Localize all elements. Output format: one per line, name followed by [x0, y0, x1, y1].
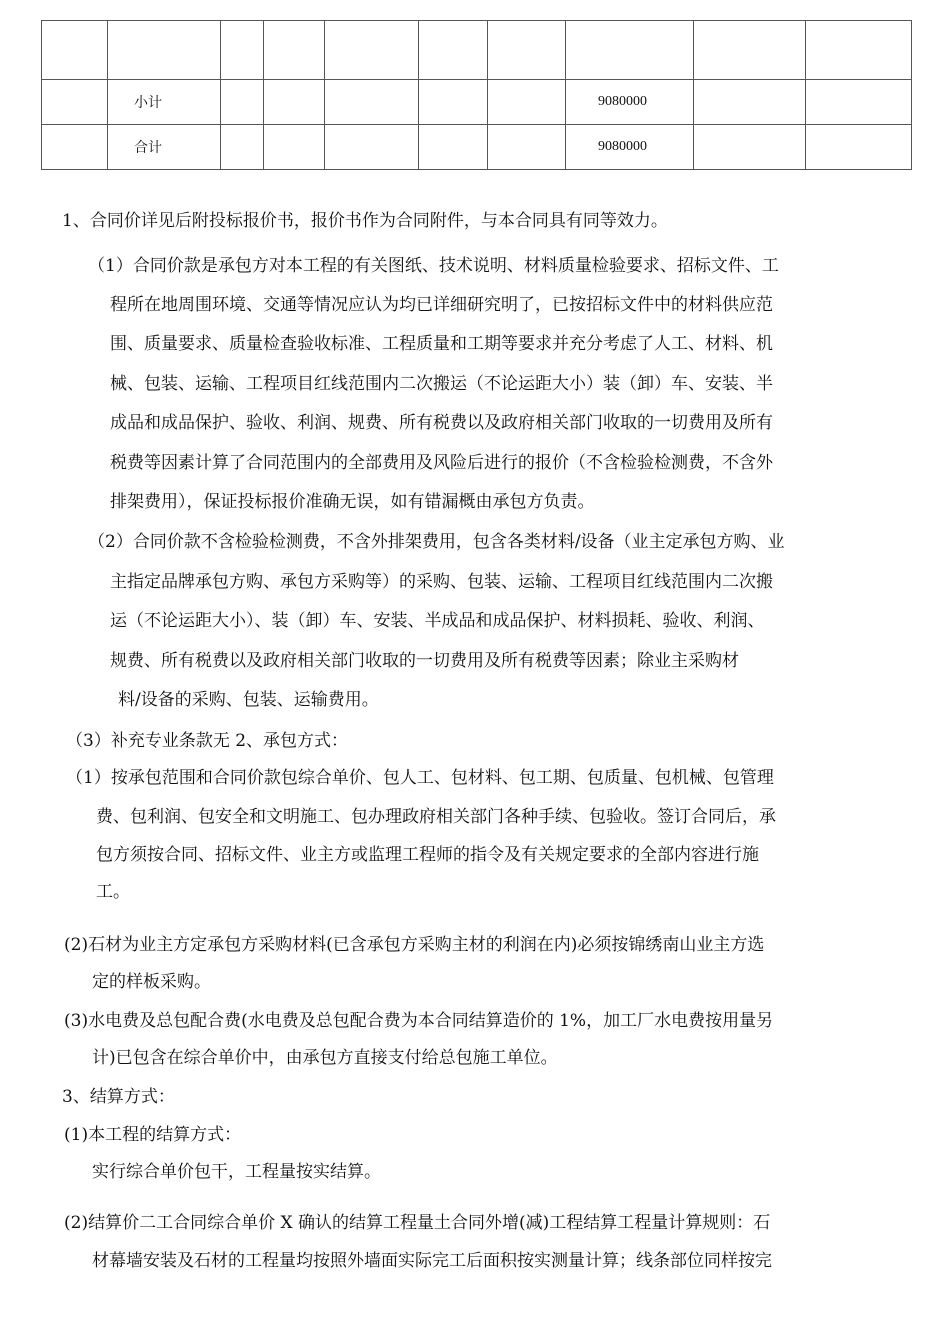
clause-2-1-line: 费、包利润、包安全和文明施工、包办理政府相关部门各种手续、包验收。签订合同后，承 — [96, 807, 776, 827]
clause-1-1-line: 成品和成品保护、验收、利润、规费、所有税费以及政府相关部门收取的一切费用及所有 — [110, 413, 773, 433]
clause-1-1-line: 税费等因素计算了合同范围内的全部费用及风险后进行的报价（不含检验检测费，不含外 — [110, 453, 773, 473]
clause-3-1: (1)本工程的结算方式： — [64, 1125, 242, 1145]
row-label: 合计 — [108, 125, 221, 170]
clause-2-3-line: (3)水电费及总包配合费(水电费及总包配合费为本合同结算造价的 1%，加工厂水电费按用量另 — [64, 1011, 774, 1031]
clause-1-1-line: 程所在地周围环境、交通等情况应认为均已详细研究明了，已按招标文件中的材料供应范 — [110, 295, 773, 315]
clause-3-2-line: 材幕墙安装及石材的工程量均按照外墙面实际完工后面积按实测量计算；线条部位同样按完 — [92, 1251, 772, 1271]
clause-1: 1、合同价详见后附投标报价书，报价书作为合同附件，与本合同具有同等效力。 — [62, 211, 668, 231]
row-amount: 9080000 — [566, 125, 694, 170]
row-label — [108, 21, 221, 80]
clause-1-2-line: 主指定品牌承包方购、承包方采购等）的采购、包装、运输、工程项目红线范围内二次搬 — [110, 572, 773, 592]
row-amount — [566, 21, 694, 80]
clause-2-2-line: 定的样板采购。 — [92, 972, 211, 992]
clause-3-2-line: (2)结算价二工合同综合单价 X 确认的结算工程量土合同外增(减)工程结算工程量计算规则：石 — [64, 1213, 771, 1233]
clause-1-3: （3）补充专业条款无 2、承包方式： — [66, 731, 349, 751]
row-amount: 9080000 — [566, 80, 694, 125]
clause-1-1-line: （1）合同价款是承包方对本工程的有关图纸、技术说明、材料质量检验要求、招标文件、工 — [88, 256, 779, 276]
clause-1-2-line: 料/设备的采购、包装、运输费用。 — [118, 690, 379, 710]
clause-2-1-line: （1）按承包范围和合同价款包综合单价、包人工、包材料、包工期、包质量、包机械、包管理 — [66, 768, 774, 788]
clause-1-2-line: 运（不论运距大小）、装（卸）车、安装、半成品和成品保护、材料损耗、验收、利润、 — [110, 611, 765, 631]
clause-1-1-line: 排架费用），保证投标报价准确无误，如有错漏概由承包方负责。 — [110, 492, 595, 512]
row-label: 小计 — [108, 80, 221, 125]
clause-1-1-line: 械、包装、运输、工程项目红线范围内二次搬运（不论运距大小）装（卸）车、安装、半 — [110, 374, 773, 394]
clause-1-2-line: （2）合同价款不含检验检测费，不含外排架费用，包含各类材料/设备（业主定承包方购、业 — [88, 532, 785, 552]
clause-2-3-line: 计)已包含在综合单价中，由承包方直接支付给总包施工单位。 — [92, 1048, 558, 1068]
table-row — [42, 80, 912, 125]
clause-1-2-line: 规费、所有税费以及政府相关部门收取的一切费用及所有税费等因素；除业主采购材 — [110, 651, 739, 671]
price-table — [41, 20, 912, 170]
table-row — [42, 125, 912, 170]
clause-2-2-line: (2)石材为业主方定承包方采购材料(已含承包方采购主材的利润在内)必须按锦绣南山业主方选 — [64, 935, 765, 955]
table-row — [42, 21, 912, 80]
clause-3-1-body: 实行综合单价包干，工程量按实结算。 — [92, 1162, 381, 1182]
clause-3-heading: 3、结算方式： — [62, 1087, 175, 1107]
clause-2-1-line: 包方须按合同、招标文件、业主方或监理工程师的指令及有关规定要求的全部内容进行施 — [96, 845, 759, 865]
clause-2-1-line: 工。 — [96, 882, 130, 902]
clause-1-1-line: 围、质量要求、质量检查验收标准、工程质量和工期等要求并充分考虑了人工、材料、机 — [110, 334, 773, 354]
